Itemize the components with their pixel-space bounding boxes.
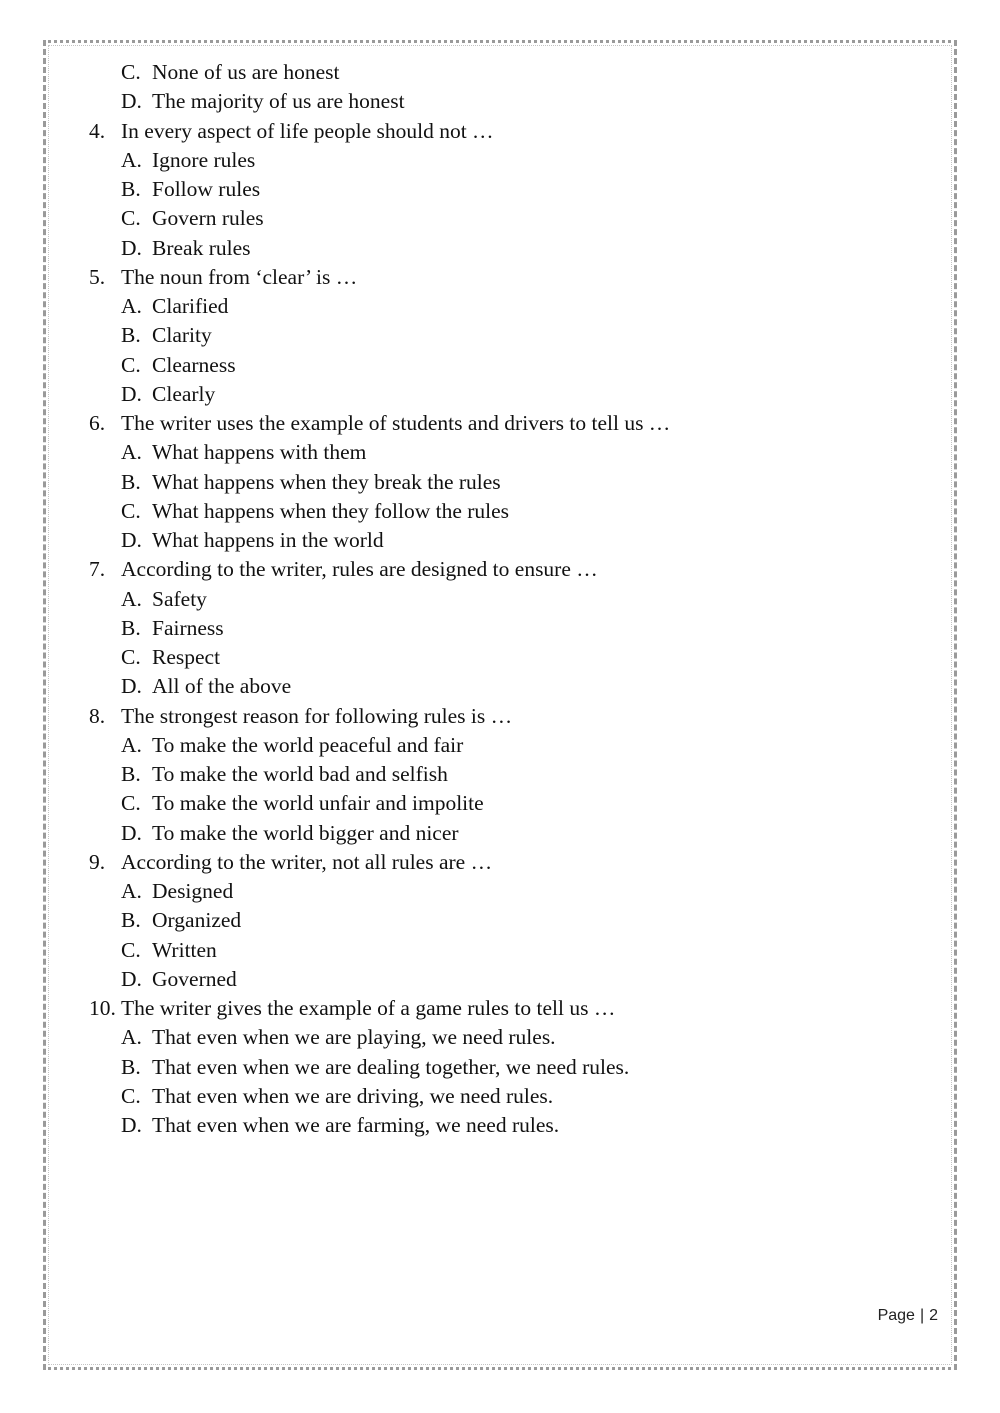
option-letter: B. [121,469,141,494]
option-text: All of the above [152,674,292,699]
option-text: Ignore rules [152,147,256,172]
option-text: Govern rules [152,206,264,231]
page-label: Page [877,1307,915,1324]
question-text: The writer uses the example of students and drivers to tell us … [121,411,671,435]
option-text: That even when we are playing, we need rules. [152,1025,556,1050]
option-text: Written [152,937,217,962]
option-text: Fairness [152,615,224,640]
option-letter: A. [121,440,142,465]
option-row [0,906,1000,935]
option-letter: C. [121,352,141,377]
question-text: According to the writer, not all rules are … [121,849,493,874]
option-text: Designed [152,879,234,903]
option-letter: D. [121,820,142,845]
option-letter: C. [121,498,141,523]
option-letter: B. [121,615,141,640]
question-text: In every aspect of life people should not … [121,118,494,143]
option-row [0,146,1000,175]
option-text: Break rules [152,235,251,260]
question-list [0,58,1000,1140]
option-letter: D. [121,674,142,699]
option-row [0,789,1000,818]
question-number: 5. [89,264,106,289]
option-row [0,321,1000,350]
question-5 [0,263,1000,292]
option-text: That even when we are dealing together, we need rules. [152,1054,630,1079]
question-text: The writer gives the example of a game rules to tell us … [121,996,616,1020]
option-row [0,614,1000,643]
question-6 [0,409,1000,438]
question-number: 7. [89,557,106,582]
option-text: To make the world unfair and impolite [152,791,484,816]
option-text: That even when we are farming, we need rules. [152,1113,560,1137]
option-letter: D. [121,966,142,991]
option-text: What happens when they break the rules [152,469,501,494]
option-letter: D. [121,381,142,406]
option-text: Follow rules [152,177,261,201]
question-8 [0,702,1000,731]
option-row [0,936,1000,965]
option-row [0,1111,1000,1140]
option-letter: A. [121,732,142,757]
option-text: None of us are honest [152,60,340,84]
option-letter: D. [121,89,142,114]
option-row [0,1053,1000,1082]
option-text: Clearly [152,381,216,406]
option-letter: C. [121,206,141,231]
option-text: To make the world peaceful and fair [152,732,464,757]
option-letter: D. [121,235,142,260]
question-10 [0,994,1000,1023]
option-row [0,87,1000,116]
option-letter: C. [121,60,141,84]
option-row [0,1023,1000,1052]
option-row [0,292,1000,321]
question-number: 4. [89,118,106,143]
option-row [0,1082,1000,1111]
option-row [0,731,1000,760]
page-number: 2 [929,1307,938,1324]
option-text: To make the world bad and selfish [152,762,448,786]
option-row [0,877,1000,906]
option-row [0,175,1000,204]
option-text: Clarified [152,294,229,318]
question-7 [0,555,1000,584]
option-text: Clarity [152,323,212,348]
option-letter: A. [121,586,142,611]
option-text: To make the world bigger and nicer [152,820,459,845]
option-letter: A. [121,147,142,172]
question-number: 9. [89,849,106,874]
option-text: What happens in the world [152,528,384,552]
question-4 [0,117,1000,146]
option-row [0,234,1000,263]
option-letter: B. [121,1054,141,1079]
option-letter: D. [121,528,142,552]
question-number: 10. [89,996,116,1020]
option-row [0,965,1000,994]
option-letter: A. [121,879,142,903]
question-number: 6. [89,411,106,435]
option-text: What happens with them [152,440,367,465]
option-row [0,526,1000,555]
option-letter: C. [121,645,141,669]
question-text: According to the writer, rules are designed to ensure … [121,557,598,582]
option-letter: B. [121,177,141,201]
option-letter: A. [121,294,142,318]
page-separator: | [919,1307,925,1324]
option-text: The majority of us are honest [152,89,405,114]
option-row [0,468,1000,497]
option-letter: C. [121,1083,141,1108]
option-row [0,58,1000,87]
question-number: 8. [89,703,106,728]
option-text: Clearness [152,352,236,377]
question-9 [0,848,1000,877]
option-text: Organized [152,908,242,933]
page-footer [878,1307,938,1325]
option-letter: C. [121,937,141,962]
option-letter: B. [121,323,141,348]
option-text: What happens when they follow the rules [152,498,510,523]
option-text: That even when we are driving, we need rules. [152,1083,554,1108]
question-text: The strongest reason for following rules is … [121,703,513,728]
option-text: Respect [152,645,221,669]
option-letter: C. [121,791,141,816]
option-letter: A. [121,1025,142,1050]
question-text: The noun from ‘clear’ is … [121,264,358,289]
option-row [0,380,1000,409]
option-row [0,585,1000,614]
option-row [0,438,1000,467]
option-row [0,204,1000,233]
option-row [0,760,1000,789]
option-row [0,497,1000,526]
option-row [0,672,1000,701]
option-letter: D. [121,1113,142,1137]
option-letter: B. [121,762,141,786]
option-row [0,351,1000,380]
option-row [0,643,1000,672]
option-letter: B. [121,908,141,933]
option-text: Safety [152,586,207,611]
option-text: Governed [152,966,237,991]
option-row [0,819,1000,848]
